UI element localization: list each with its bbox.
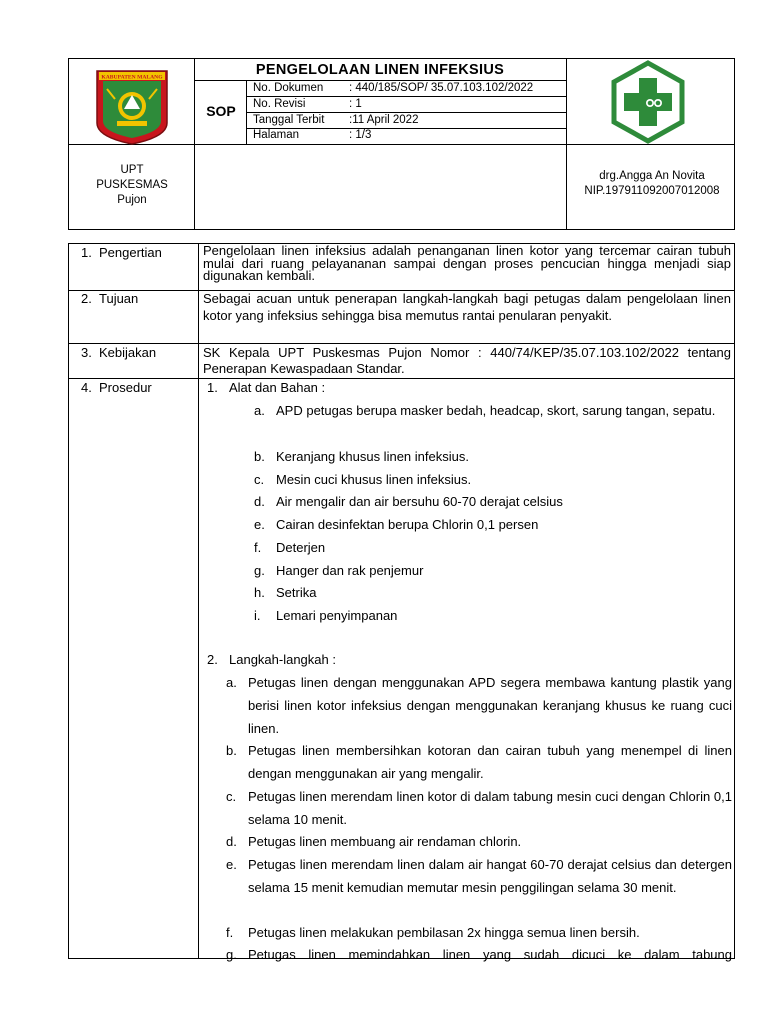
section-label-prosedur: 4. Prosedur <box>81 380 152 395</box>
signatory-nip: NIP.197911092007012008 <box>584 185 720 197</box>
document-title: PENGELOLAAN LINEN INFEKSIUS <box>255 62 505 78</box>
section-text-tujuan: Sebagai acuan untuk penerapan langkah-langkah bagi petugas dalam pengelolaan linen kotor yang infeksius sehingga bisa memutus rantai penularan penyakit. <box>203 291 731 323</box>
section-label-pengertian: 1. Pengertian <box>81 245 162 260</box>
section-label-kebijakan: 3. Kebijakan <box>81 345 157 360</box>
meta-label-issue-date: Tanggal Terbit <box>253 114 325 126</box>
section-text-kebijakan: SK Kepala UPT Puskesmas Pujon Nomor : 440/74/KEP/35.07.103.102/2022 tentang Penerapan Kewaspadaan Standar. <box>203 345 731 376</box>
meta-label-revision: No. Revisi <box>253 98 306 110</box>
signatory-name: drg.Angga An Novita <box>599 170 705 182</box>
document-header <box>68 58 735 230</box>
kabupaten-malang-logo <box>93 65 171 145</box>
meta-value-doc-number: : 440/185/SOP/ 35.07.103.102/2022 <box>349 82 534 94</box>
meta-label-doc-number: No. Dokumen <box>253 82 324 94</box>
prosedur-langkah-heading: 2. Langkah-langkah : <box>207 652 336 667</box>
sop-label: SOP <box>206 103 236 119</box>
section-text-pengertian: Pengelolaan linen infeksius adalah penanganan linen kotor yang tercemar cairan tubuh mulai dari ruang pelayananan sampai dengan proses pencucian hingga menjadi siap digunakan kembali. <box>203 243 731 283</box>
meta-label-page: Halaman <box>253 129 300 141</box>
meta-value-page: : 1/3 <box>349 129 372 141</box>
section-label-tujuan: 2. Tujuan <box>81 291 139 306</box>
prosedur-alat-heading: 1. Alat dan Bahan : <box>207 380 326 395</box>
meta-value-revision: : 1 <box>349 98 362 110</box>
unit-name: UPT PUSKESMAS Pujon <box>96 164 168 206</box>
meta-value-issue-date: :11 April 2022 <box>349 114 419 126</box>
sop-content-table: 1. Pengertian Pengelolaan linen infeksius adalah penanganan linen kotor yang tercemar cairan tubuh mulai dari ruang pelayananan sampai dengan proses pencucian hingga menjadi siap digunakan kembali. 2. Tujuan Sebagai acuan untuk penerapan langkah-langkah bagi petugas dalam pengelolaan linen kotor yang infeksius sehingga bisa memutus rantai penularan penyakit. 3. Kebijakan SK Kepala UPT Puskesmas Pujon Nomor : 440/74/KEP/35.07.103.102/2022 tentang Penerapan Kewaspadaan Standar. 4. Prosedur 1. Alat dan Bahan : a. APD petugas berupa masker bedah, headcap, skort, sarung tangan, sepatu. b. Keranjang khusus linen infeksius. c. Mesin cuci khusus linen infeksius. d. Air mengalir dan air bersuhu 60-70 derajat celsius e. Cairan desinfektan berupa Chlorin 0,1 persen f. Deterjen g. Hanger dan rak penjemur h. Setrika i. Lemari penyimpanan 2. Langkah-langkah : a. Petugas linen dengan menggunakan APD segera membawa kantung plastik yang berisi linen kotor infeksius dengan menggunakan keranjang khusus ke ruang cuci linen. b. Petugas linen membersihkan kotoran dan cairan tubuh yang menempel di linen dengan menggunakan air yang mengalir. c. Petugas linen merendam linen kotor di dalam tabung mesin cuci dengan Chlorin 0,1 selama 10 menit. d. Petugas linen membuang air rendaman chlorin. e. Petugas linen merendam linen dalam air hangat 60-70 derajat celsius dan detergen selama 15 menit kemudian memutar mesin penggilingan selama 30 menit. f. Petugas linen melakukan pembilasan 2x hingga semua linen bersih. g. Petugas linen memindahkan linen yang sudah dicuci ke dalam tabung <box>68 243 735 959</box>
puskesmas-logo <box>609 60 687 144</box>
svg-text:KABUPATEN MALANG: KABUPATEN MALANG <box>101 74 163 81</box>
signatory <box>569 169 735 199</box>
